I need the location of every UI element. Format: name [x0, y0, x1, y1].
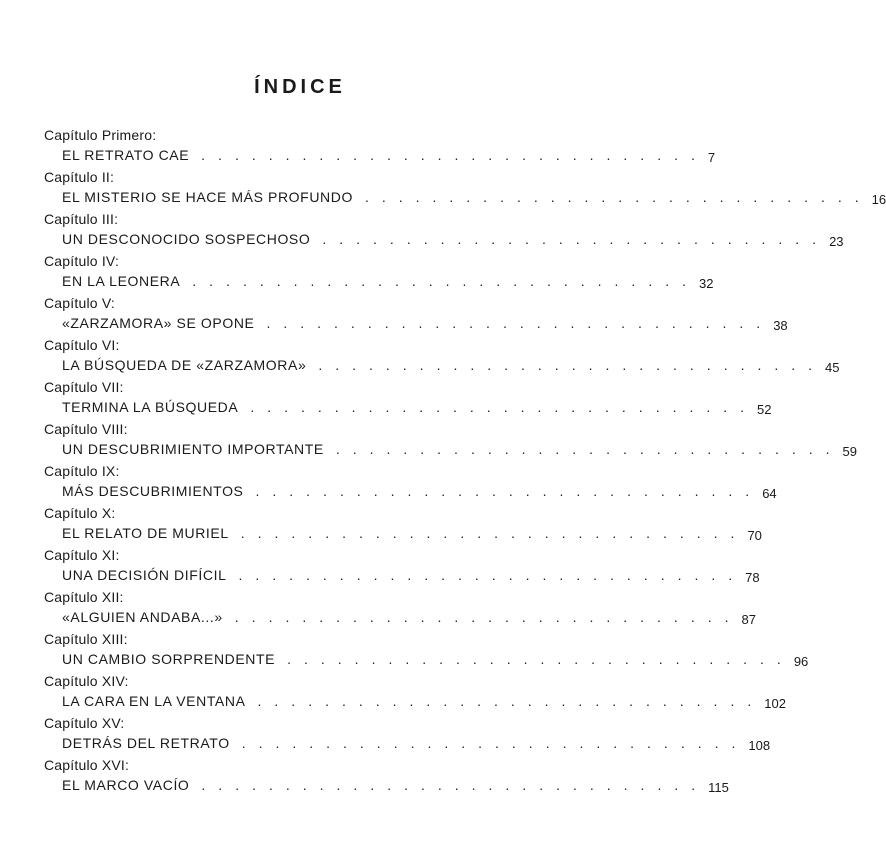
dot-leader: ..............................: [234, 609, 742, 625]
chapter-number: Capítulo XII:: [44, 589, 124, 605]
dot-leader: ..............................: [192, 273, 699, 289]
dot-leader: ..............................: [318, 357, 826, 373]
chapter-title: UN DESCONOCIDO SOSPECHOSO: [62, 231, 311, 247]
page-number: 64: [762, 486, 777, 501]
chapter-title: EL RELATO DE MURIEL: [62, 525, 229, 541]
toc-entry: [42, 420, 857, 462]
chapter-number: Capítulo VII:: [44, 379, 124, 395]
toc-entry: [42, 252, 714, 294]
toc-entry: [42, 378, 772, 420]
toc-entry: [42, 168, 886, 210]
chapter-title: «ZARZAMORA» SE OPONE: [62, 315, 255, 331]
dot-leader: ..............................: [266, 315, 774, 331]
chapter-number: Capítulo XIV:: [44, 673, 129, 689]
page-number: 96: [793, 654, 809, 669]
toc-entry: [42, 462, 777, 504]
chapter-number: Capítulo XI:: [44, 547, 120, 563]
chapter-title: EL RETRATO CAE: [62, 147, 190, 163]
chapter-number: Capítulo XVI:: [44, 757, 130, 773]
chapter-title: EL MARCO VACÍO: [62, 777, 190, 793]
chapter-number: Capítulo Primero:: [44, 127, 157, 143]
chapter-title: DETRÁS DEL RETRATO: [62, 735, 230, 751]
dot-leader: ..............................: [238, 567, 746, 583]
toc-entry: [42, 210, 844, 252]
dot-leader: ..............................: [250, 399, 758, 415]
toc-entry: [42, 630, 809, 672]
chapter-title: EN LA LEONERA: [62, 273, 181, 289]
page-number: 45: [825, 360, 840, 375]
chapter-number: Capítulo VI:: [44, 337, 120, 353]
chapter-title: «ALGUIEN ANDABA...»: [62, 609, 223, 625]
chapter-title: MÁS DESCUBRIMIENTOS: [62, 483, 244, 499]
chapter-title: TERMINA LA BÚSQUEDA: [62, 399, 239, 415]
chapter-number: Capítulo XIII:: [44, 631, 128, 647]
page-title: ÍNDICE: [254, 76, 346, 98]
chapter-number: Capítulo II:: [44, 169, 115, 185]
page-number: 16: [871, 192, 886, 207]
chapter-number: Capítulo III:: [44, 211, 119, 227]
page-number: 70: [747, 528, 762, 543]
page-number: 102: [764, 696, 786, 711]
page-number: 59: [842, 444, 857, 459]
page-number: 7: [707, 150, 716, 165]
page-number: 52: [757, 402, 772, 417]
page-number: 32: [699, 276, 714, 291]
chapter-title: EL MISTERIO SE HACE MÁS PROFUNDO: [62, 189, 353, 205]
chapter-number: Capítulo VIII:: [44, 421, 128, 437]
dot-leader: ..............................: [364, 189, 872, 205]
chapter-number: Capítulo IX:: [44, 463, 120, 479]
page-number: 38: [773, 318, 788, 333]
chapter-number: Capítulo V:: [44, 295, 115, 311]
page-number: 23: [829, 234, 844, 249]
dot-leader: ..............................: [335, 441, 843, 457]
toc-entry: [42, 546, 760, 588]
page-number: 87: [741, 612, 756, 627]
chapter-title: UN DESCUBRIMIENTO IMPORTANTE: [62, 441, 324, 457]
chapter-number: Capítulo XV:: [44, 715, 125, 731]
page-number: 115: [708, 780, 729, 795]
page-number: 78: [745, 570, 760, 585]
dot-leader: ..............................: [322, 231, 830, 247]
page-number: 108: [748, 738, 771, 753]
chapter-number: Capítulo X:: [44, 505, 116, 521]
toc-entry: [42, 126, 716, 168]
toc-entry: [42, 336, 840, 378]
chapter-title: LA CARA EN LA VENTANA: [62, 693, 246, 709]
toc-entry: [42, 294, 788, 336]
dot-leader: ..............................: [255, 483, 763, 499]
dot-leader: ..............................: [287, 651, 794, 667]
toc-entry: [42, 504, 762, 546]
table-of-contents: [42, 126, 886, 798]
toc-entry: [42, 588, 756, 630]
toc-entry: [42, 756, 729, 798]
dot-leader: ..............................: [201, 147, 708, 163]
dot-leader: ..............................: [240, 525, 748, 541]
chapter-title: UNA DECISIÓN DIFÍCIL: [62, 567, 227, 583]
chapter-title: LA BÚSQUEDA DE «ZARZAMORA»: [62, 357, 307, 373]
toc-entry: [42, 714, 771, 756]
dot-leader: ..............................: [257, 693, 765, 709]
toc-entry: [42, 672, 786, 714]
chapter-title: UN CAMBIO SORPRENDENTE: [62, 651, 276, 667]
chapter-number: Capítulo IV:: [44, 253, 120, 269]
dot-leader: ..............................: [201, 777, 709, 793]
dot-leader: ..............................: [241, 735, 749, 751]
